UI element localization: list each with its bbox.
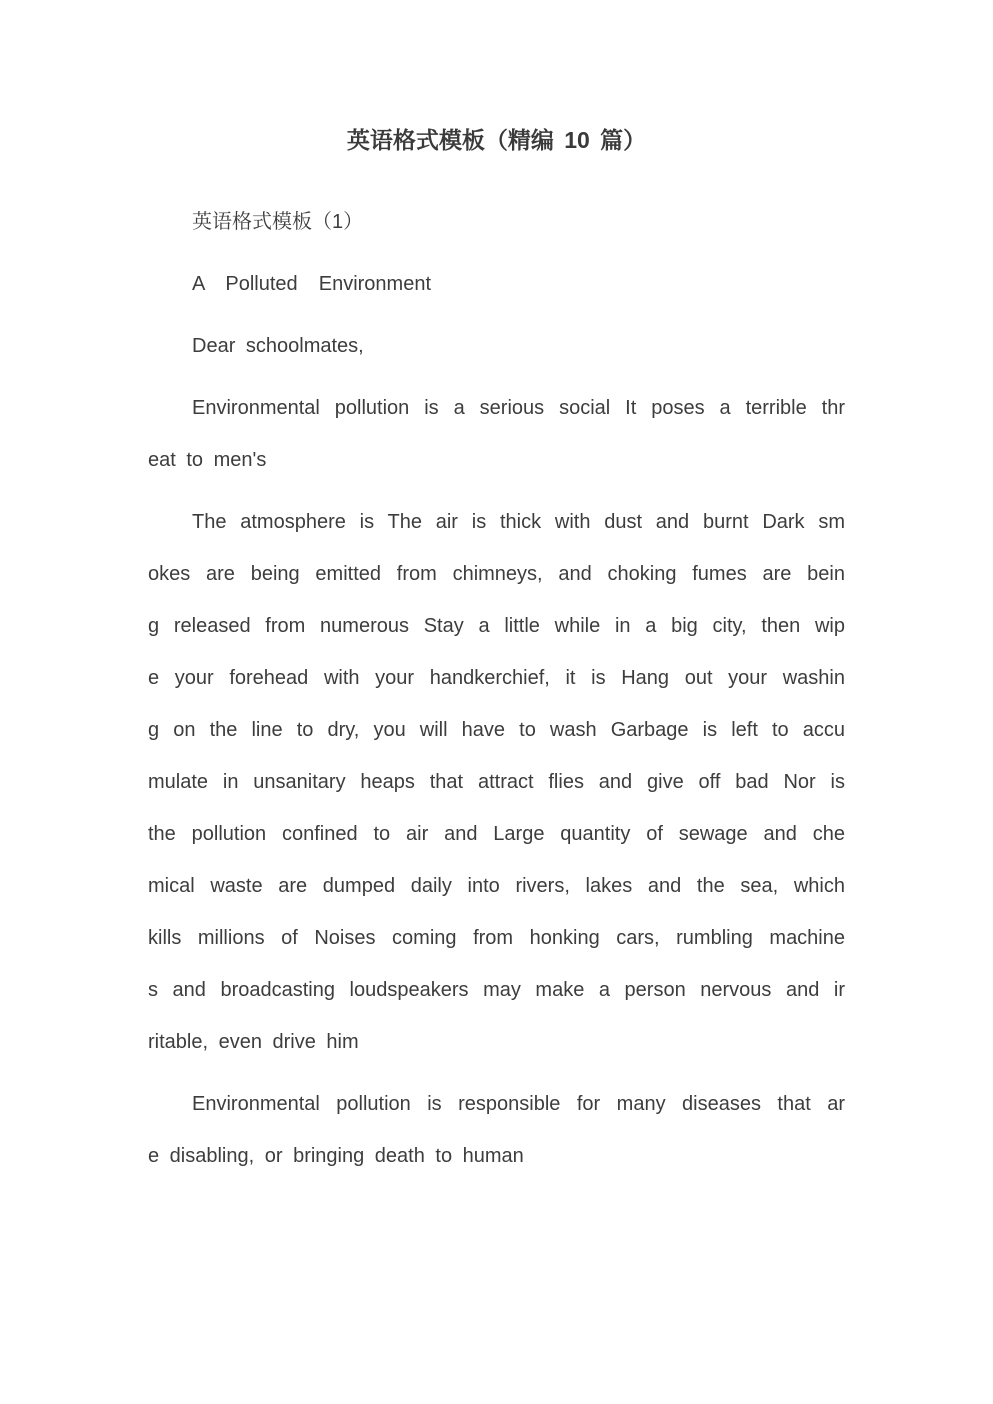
text-line: kills millions of Noises coming from honking cars, rumbling machine: [148, 927, 845, 949]
text-line: The atmosphere is The air is thick with dust and burnt Dark sm: [192, 511, 845, 533]
document-body: [148, 196, 845, 1182]
text-line: ritable, even drive him: [148, 1031, 359, 1053]
text-line: mulate in unsanitary heaps that attract flies and give off bad Nor is: [148, 771, 845, 793]
text-line: e disabling, or bringing death to human: [148, 1145, 524, 1167]
text-line: eat to men's: [148, 449, 267, 471]
paragraph: [148, 258, 845, 310]
text-line: Environmental pollution is a serious social It poses a terrible thr: [192, 397, 845, 419]
text-line: s and broadcasting loudspeakers may make a person nervous and ir: [148, 979, 845, 1001]
text-line: okes are being emitted from chimneys, and choking fumes are bein: [148, 563, 845, 585]
text-line: Environmental pollution is responsible for many diseases that ar: [192, 1093, 845, 1115]
text-line: e your forehead with your handkerchief, it is Hang out your washin: [148, 667, 845, 689]
paragraph: [148, 382, 845, 486]
paragraph: [148, 196, 845, 248]
text-line: the pollution confined to air and Large quantity of sewage and che: [148, 823, 845, 845]
paragraph: [148, 320, 845, 372]
paragraph: [148, 496, 845, 1068]
text-line: mical waste are dumped daily into rivers, lakes and the sea, which: [148, 875, 845, 897]
document-title: 英语格式模板（精编 10 篇）: [346, 127, 647, 153]
text-line: A Polluted Environment: [192, 273, 432, 295]
text-line: g released from numerous Stay a little while in a big city, then wip: [148, 615, 845, 637]
text-line: 英语格式模板（1）: [192, 211, 364, 233]
text-line: g on the line to dry, you will have to wash Garbage is left to accu: [148, 719, 845, 741]
text-line: Dear schoolmates,: [192, 335, 364, 357]
paragraph: [148, 1078, 845, 1182]
